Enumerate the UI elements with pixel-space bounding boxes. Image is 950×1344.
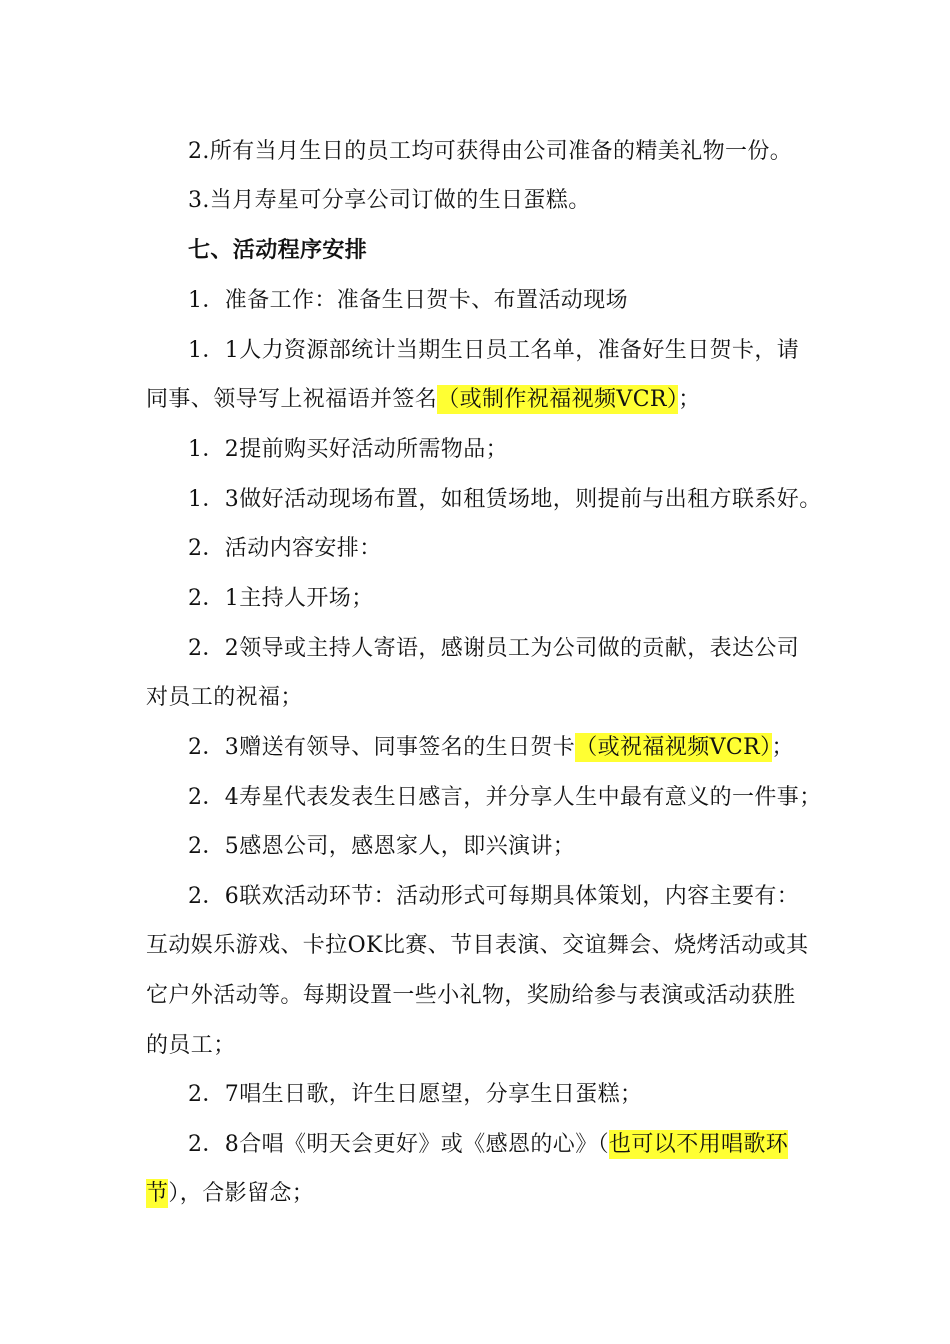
text-line-16: 2．6联欢活动环节：活动形式可每期具体策划，内容主要有：: [188, 884, 800, 909]
text-line-17: 互动娱乐游戏、卡拉OK比赛、节目表演、交谊舞会、烧烤活动或其: [146, 933, 809, 958]
highlighted-text: 节: [146, 1181, 169, 1206]
text-line-1: 2.所有当月生日的员工均可获得由公司准备的精美礼物一份。: [188, 139, 793, 164]
text-line-8: 1．3做好活动现场布置，如租赁场地，则提前与出租方联系好。: [188, 487, 822, 512]
text-line-15: 2．5感恩公司，感恩家人，即兴演讲；: [188, 834, 576, 859]
text-segment: 2．8合唱《明天会更好》或《感恩的心》（: [188, 1132, 609, 1157]
highlighted-text: 也可以不用唱歌环: [609, 1132, 789, 1157]
text-line-2: 3.当月寿星可分享公司订做的生日蛋糕。: [188, 188, 591, 213]
text-line-18: 它户外活动等。每期设置一些小礼物，奖励给参与表演或活动获胜: [146, 983, 796, 1008]
text-line-22: [146, 1174, 816, 1214]
section-heading: 七、活动程序安排: [188, 238, 368, 263]
text-segment: 2．3赠送有领导、同事签名的生日贺卡: [188, 735, 576, 760]
text-line-4: 1．准备工作：准备生日贺卡、布置活动现场: [188, 288, 628, 313]
text-line-5: 1．1人力资源部统计当期生日员工名单，准备好生日贺卡，请: [188, 338, 800, 363]
highlighted-text: （或制作祝福视频VCR）: [437, 387, 679, 412]
text-line-20: 2．7唱生日歌，许生日愿望，分享生日蛋糕；: [188, 1082, 643, 1107]
text-line-19: 的员工；: [146, 1033, 236, 1058]
text-line-6: [146, 380, 816, 420]
text-line-9: 2．活动内容安排：: [188, 536, 382, 561]
text-line-7: 1．2提前购买好活动所需物品；: [188, 437, 508, 462]
text-line-21: [188, 1125, 858, 1165]
text-line-10: 2．1主持人开场；: [188, 586, 374, 611]
text-segment: 同事、领导写上祝福语并签名: [146, 387, 438, 412]
text-segment: ；: [678, 387, 701, 412]
text-line-14: 2．4寿星代表发表生日感言，并分享人生中最有意义的一件事；: [188, 785, 822, 810]
text-segment: ），合影留念；: [168, 1181, 315, 1206]
text-line-13: [188, 728, 858, 768]
highlighted-text: （或祝福视频VCR）: [575, 735, 772, 760]
text-line-12: 对员工的祝福；: [146, 685, 303, 710]
text-line-11: 2．2领导或主持人寄语，感谢员工为公司做的贡献，表达公司: [188, 636, 800, 661]
text-segment: ；: [771, 735, 794, 760]
